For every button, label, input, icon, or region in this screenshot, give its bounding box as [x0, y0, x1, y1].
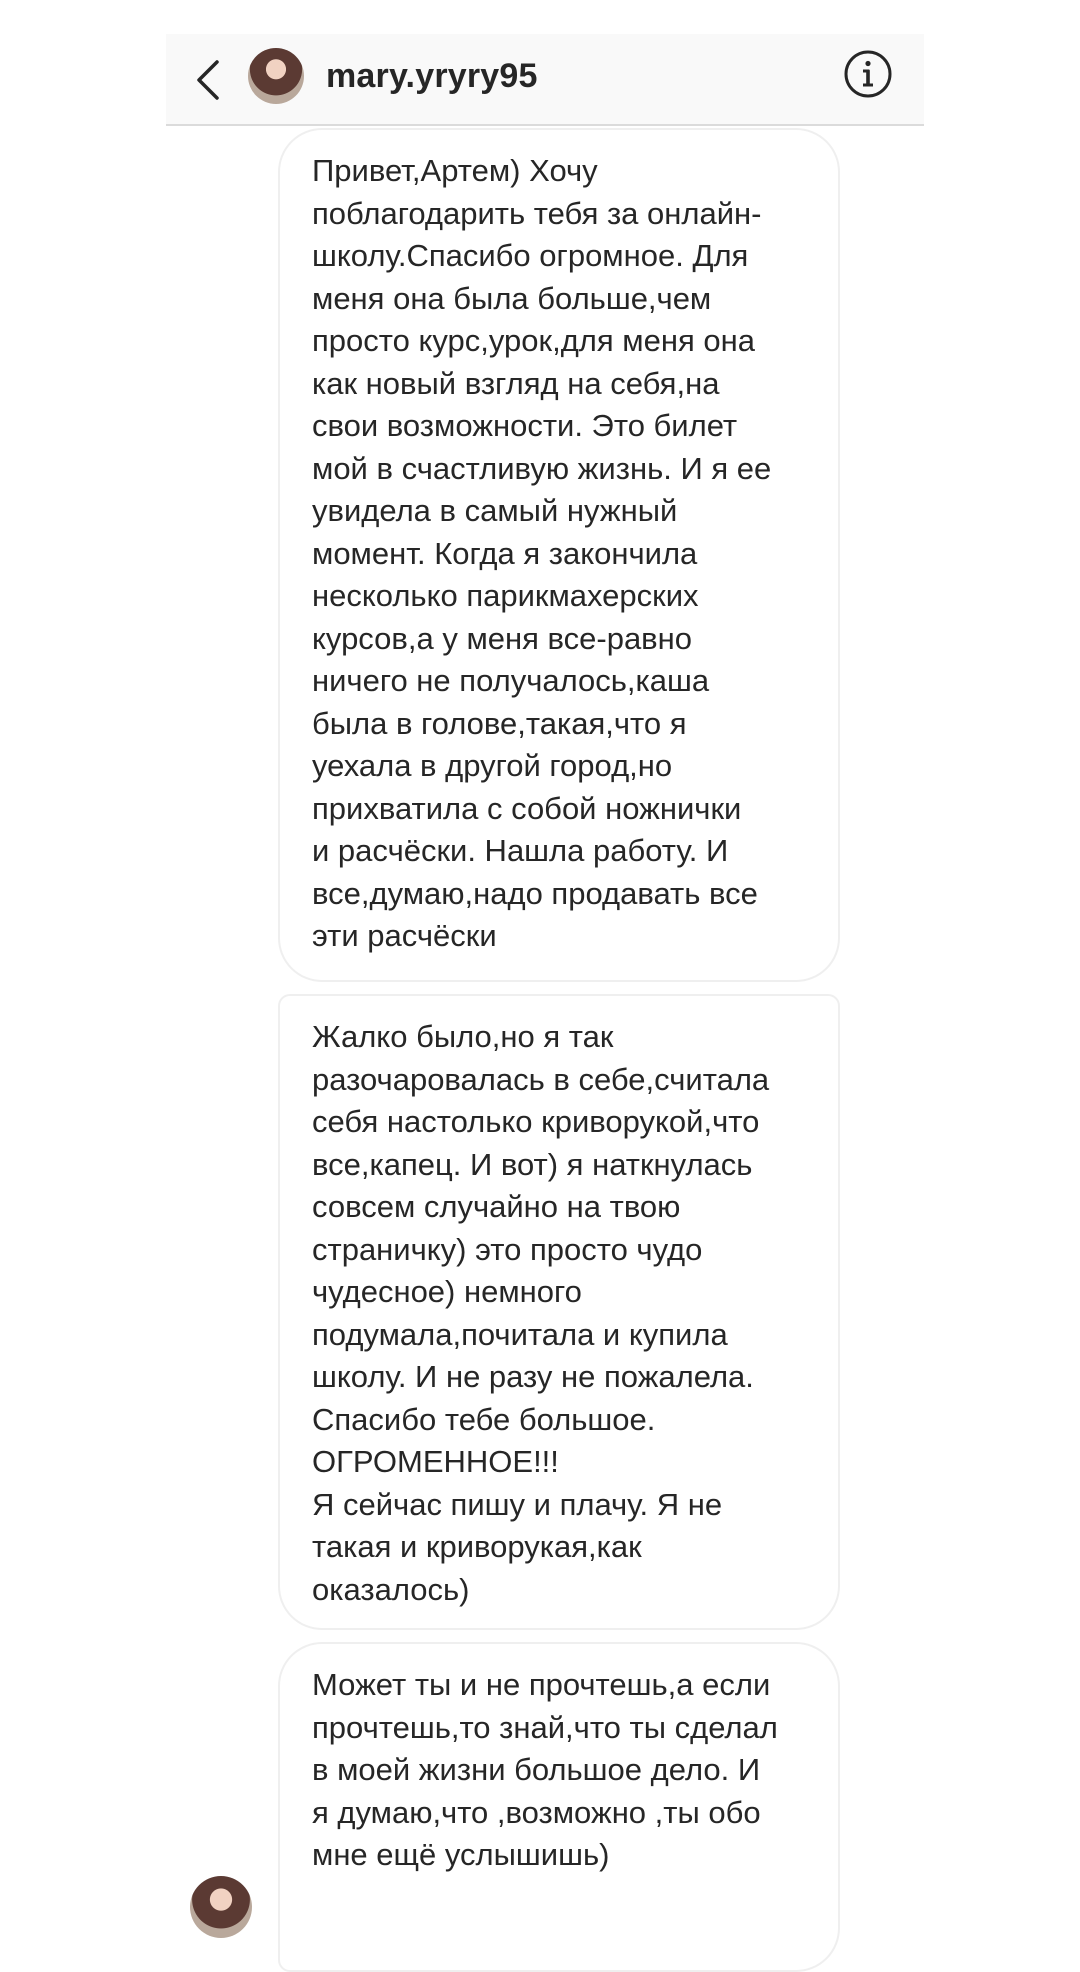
message-bubble[interactable] [278, 1642, 840, 1972]
message-bubble[interactable] [278, 128, 840, 982]
message-bubble[interactable] [278, 994, 840, 1630]
chevron-left-icon [195, 58, 221, 102]
chat-header [166, 34, 924, 126]
message-text: Жалко было,но я так разочаровалась в себе,считала себя настолько криворукой,что все,капец. И вот) я наткнулась совсем случайно на твою страничку) это просто чудо чудесное) немного подумала,почитала и купила школу. И не разу не пожалела. Спасибо тебе большое. ОГРОМЕННОЕ!!! Я сейчас пишу и плачу. Я не такая и криворукая,как оказалось) [312, 1019, 770, 1607]
avatar[interactable] [248, 48, 304, 104]
message-text: Может ты и не прочтешь,а если прочтешь,то знай,что ты сделал в моей жизни большое дело. И я думаю,что ,возможно ,ты обо мне ещё услышишь) [312, 1667, 778, 1872]
username[interactable]: mary.yryry95 [326, 57, 538, 95]
back-button[interactable] [188, 56, 228, 104]
info-circle-icon [842, 48, 894, 100]
sender-avatar[interactable] [190, 1876, 252, 1938]
message-text: Привет,Артем) Хочу поблагодарить тебя за онлайн- школу.Спасибо огромное. Для меня она была больше,чем просто курс,урок,для меня она как новый взгляд на себя,на свои возможности. Это билет мой в счастливую жизнь. И я ее увидела в самый нужный момент. Когда я закончила несколько парикмахерских курсов,а у меня все-равно ничего не получалось,каша была в голове,такая,что я уехала в другой город,но прихватила с собой ножнички и расчёски. Нашла работу. И все,думаю,надо продавать все эти расчёски [312, 153, 772, 953]
info-button[interactable] [842, 48, 894, 100]
